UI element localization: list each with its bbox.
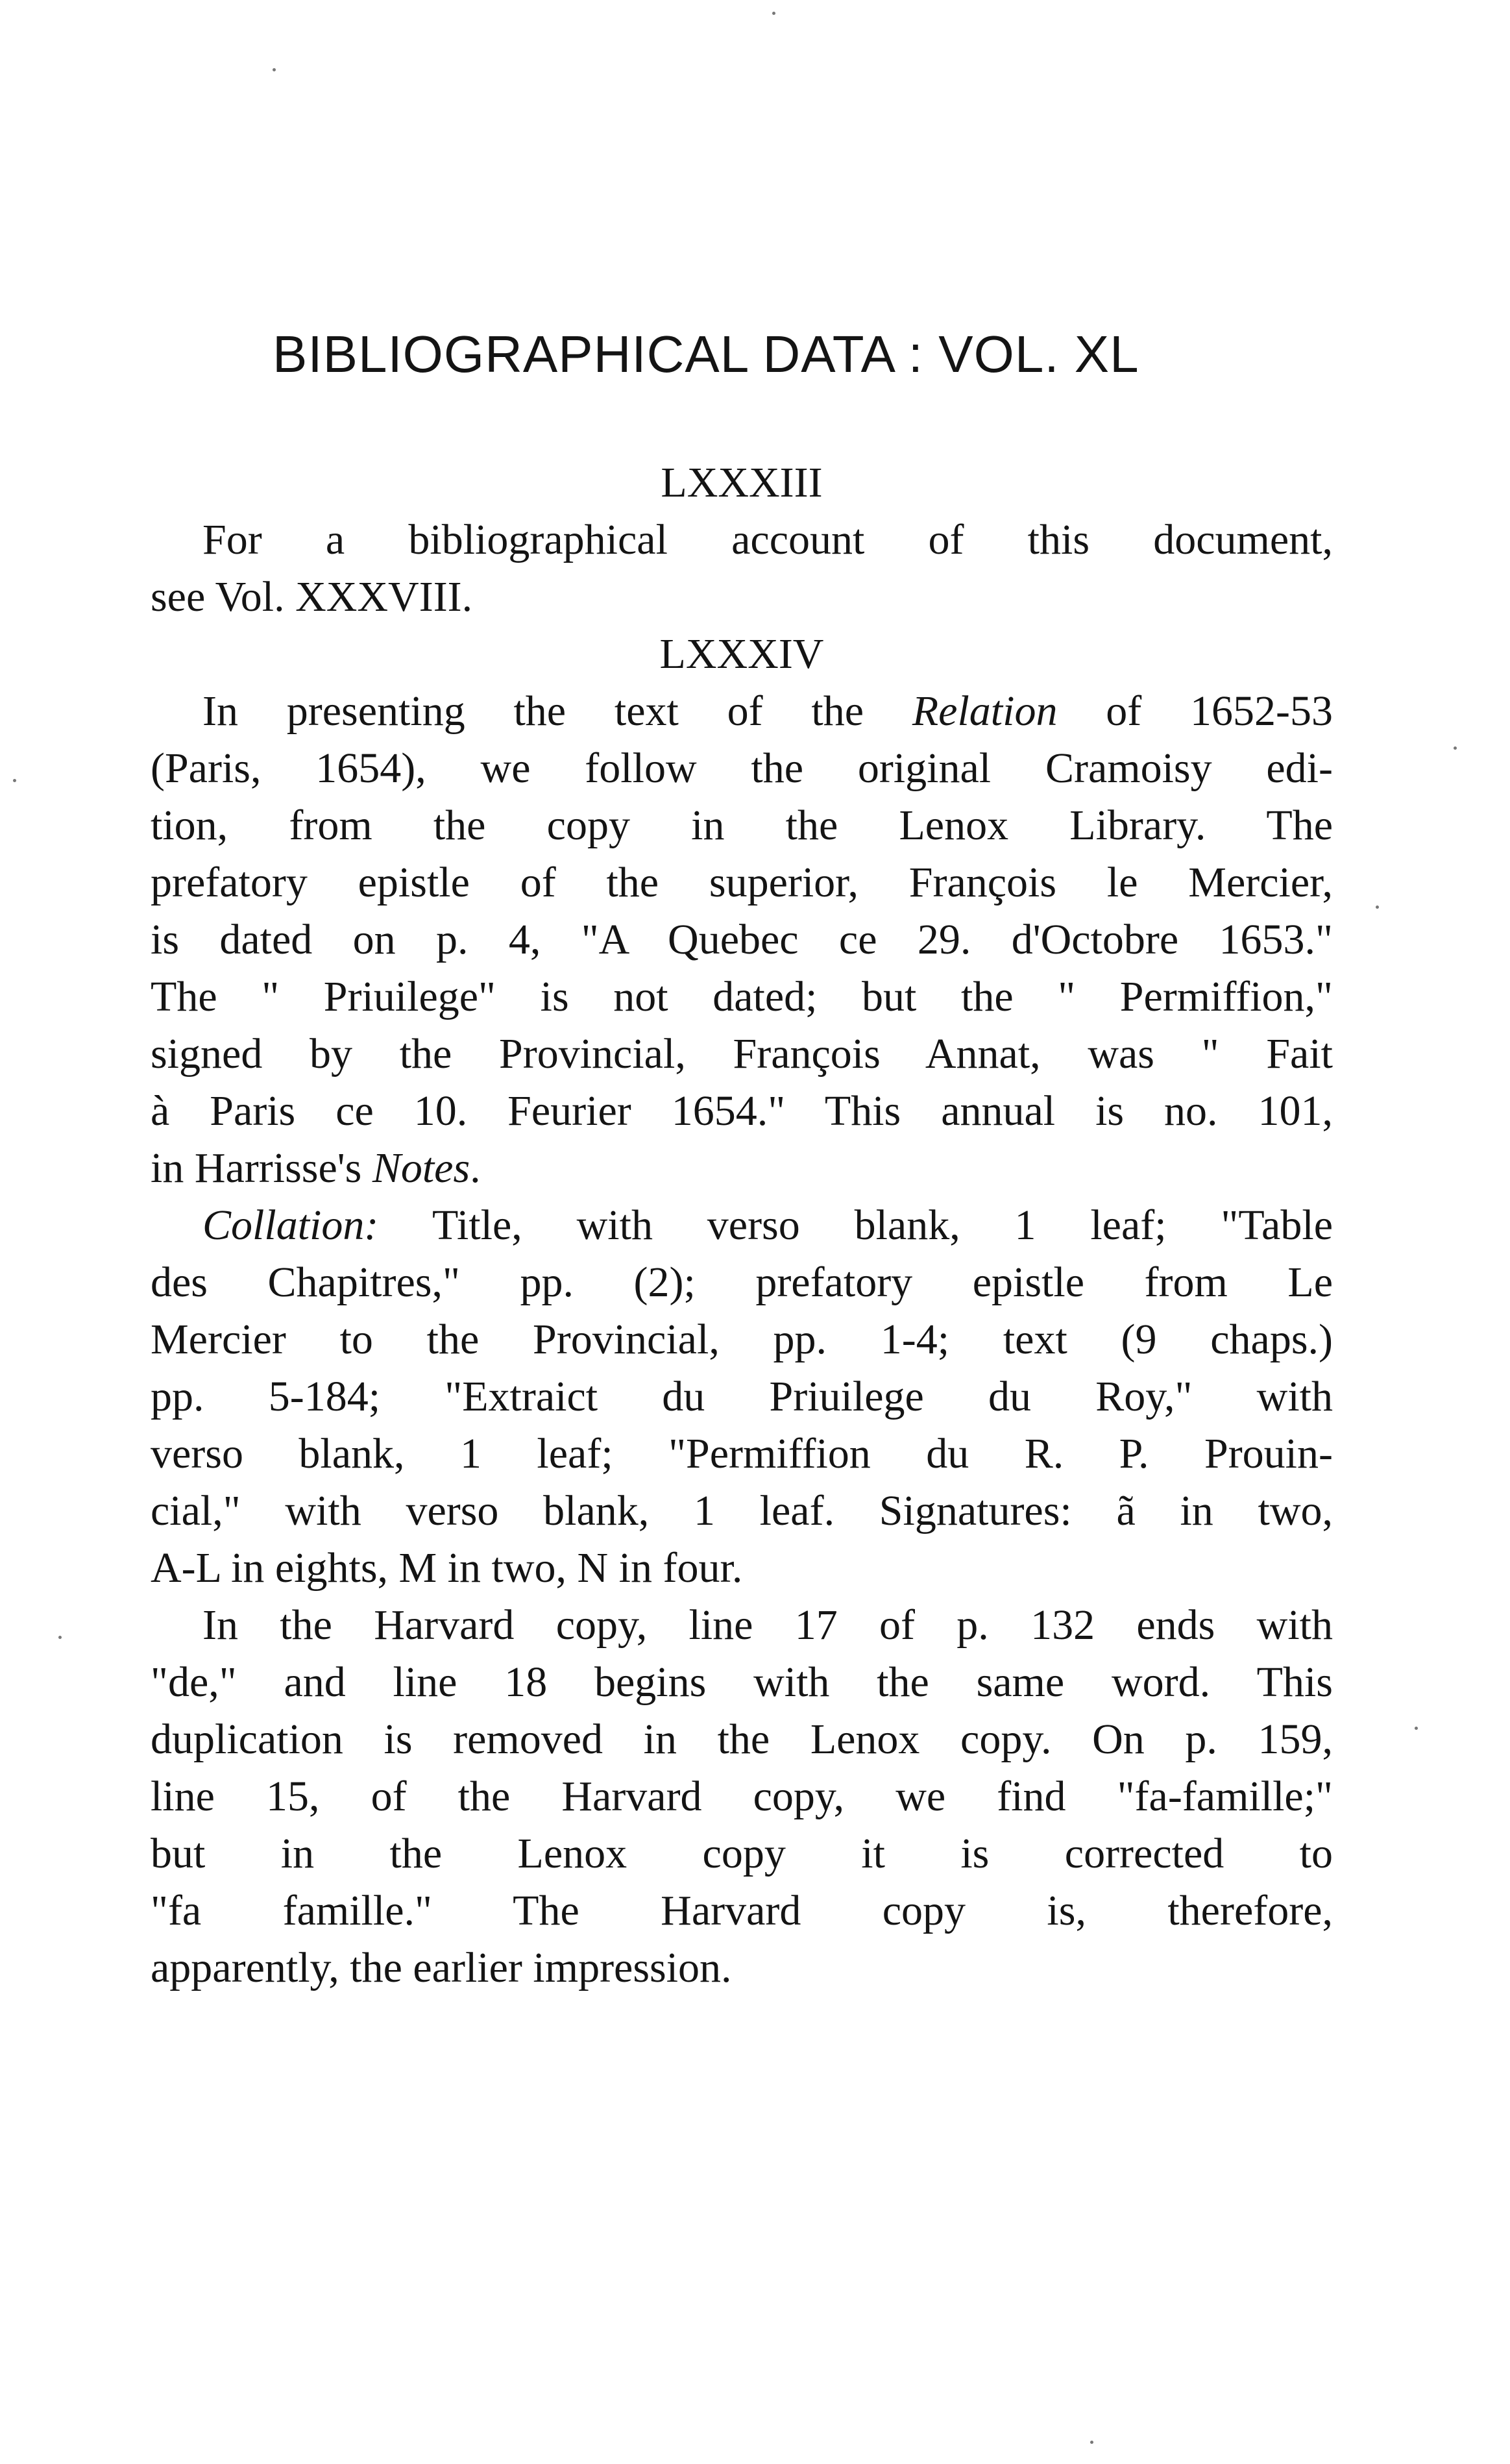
italic-relation: Relation bbox=[912, 687, 1058, 735]
paragraph-collation bbox=[151, 1197, 1333, 1597]
text-line: A-L in eights, M in two, N in four. bbox=[151, 1544, 743, 1592]
text-line: "de," and line 18 begins with the same word. This bbox=[151, 1658, 1333, 1706]
running-head: BIBLIOGRAPHICAL DATA : VOL. XL bbox=[273, 325, 1139, 383]
text-line: In the Harvard copy, line 17 of p. 132 ends with bbox=[202, 1601, 1333, 1649]
italic-collation: Collation: bbox=[202, 1201, 379, 1249]
scan-speck bbox=[58, 1636, 62, 1639]
scan-speck bbox=[1415, 1727, 1418, 1730]
text-line: (Paris, 1654), we follow the original Cramoisy edi- bbox=[151, 745, 1333, 792]
scan-speck bbox=[772, 12, 775, 15]
text-line: Mercier to the Provincial, pp. 1-4; text (9 chaps.) bbox=[151, 1316, 1333, 1363]
text-line: des Chapitres," pp. (2); prefatory epistle from Le bbox=[151, 1259, 1333, 1306]
scan-speck bbox=[1090, 2441, 1093, 2444]
section-number-lxxxiv: LXXXIV bbox=[659, 630, 824, 678]
paragraph-lxxxiv-1 bbox=[151, 683, 1333, 1197]
italic-notes: Notes bbox=[372, 1144, 470, 1192]
text-block bbox=[151, 454, 1333, 1997]
text-line: cial," with verso blank, 1 leaf. Signatures: ã in two, bbox=[151, 1487, 1333, 1534]
text-line: tion, from the copy in the Lenox Library. The bbox=[151, 802, 1333, 849]
scan-speck bbox=[1376, 906, 1379, 909]
text-line: in Harrisse's Notes. bbox=[151, 1144, 481, 1192]
text-line: For a bibliographical account of this document, bbox=[202, 516, 1333, 563]
text-line: is dated on p. 4, "A Quebec ce 29. d'Octobre 1653." bbox=[151, 916, 1333, 963]
text-line: prefatory epistle of the superior, François le Mercier, bbox=[151, 859, 1333, 906]
text-line: line 15, of the Harvard copy, we find "fa-famille;" bbox=[151, 1773, 1333, 1820]
text-line: pp. 5-184; "Extraict du Priuilege du Roy," with bbox=[151, 1373, 1333, 1420]
text-line: In presenting the text of the Relation of 1652-53 bbox=[202, 687, 1333, 735]
section-number-lxxxiii: LXXXIII bbox=[661, 459, 823, 506]
text-line: apparently, the earlier impression. bbox=[151, 1944, 732, 1991]
scan-speck bbox=[273, 68, 276, 71]
text-line: signed by the Provincial, François Annat, was " Fait bbox=[151, 1030, 1333, 1078]
text-line: but in the Lenox copy it is corrected to bbox=[151, 1830, 1333, 1877]
text-line: duplication is removed in the Lenox copy. On p. 159, bbox=[151, 1716, 1333, 1763]
scan-speck bbox=[1454, 746, 1457, 750]
paragraph-harvard-copy bbox=[151, 1597, 1333, 1997]
text-line: Collation: Title, with verso blank, 1 leaf; "Table bbox=[202, 1201, 1333, 1249]
text-line: see Vol. XXXVIII. bbox=[151, 573, 473, 621]
text-line: The " Priuilege" is not dated; but the " Permiffion," bbox=[151, 973, 1333, 1020]
text-line: verso blank, 1 leaf; "Permiffion du R. P. Prouin- bbox=[151, 1430, 1333, 1477]
scan-speck bbox=[13, 779, 16, 782]
paragraph-lxxxiii-1 bbox=[151, 511, 1333, 626]
text-line: à Paris ce 10. Feurier 1654." This annual is no. 101, bbox=[151, 1087, 1333, 1135]
text-line: "fa famille." The Harvard copy is, therefore, bbox=[151, 1887, 1333, 1934]
